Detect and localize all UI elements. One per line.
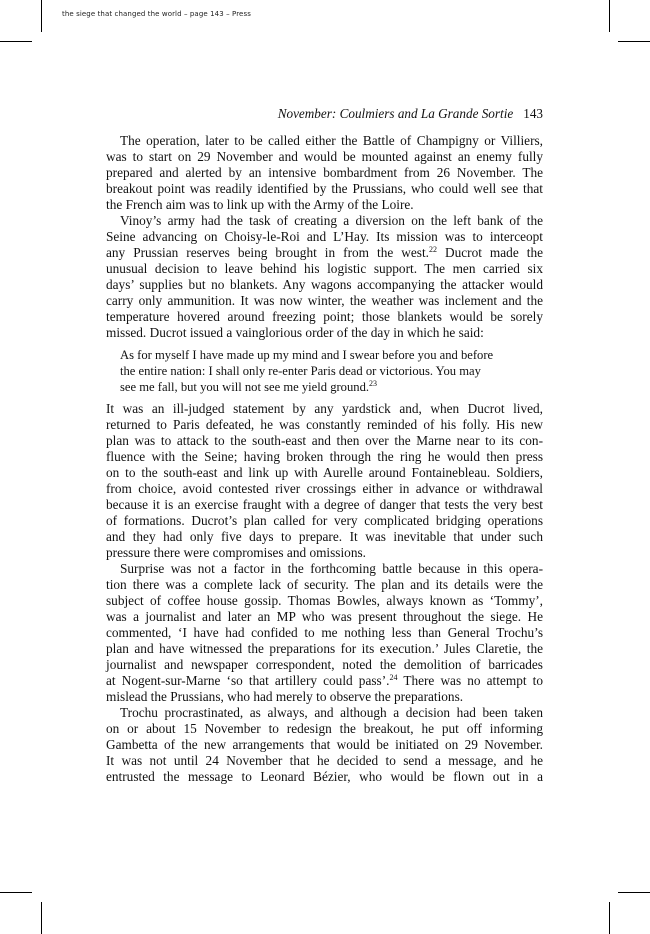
text-line: Trochu procrastinated, as always, and although a decision had been taken [120, 705, 543, 720]
text-line: journalist and newspaper correspondent, noted the demolition of barricades [106, 657, 543, 672]
crop-mark [609, 0, 610, 32]
text-line: from choice, avoid contested river crossings either in advance or withdrawal [106, 481, 543, 496]
text-line: Surprise was not a factor in the forthcoming battle because in this opera- [120, 561, 543, 576]
text-line: of formations. Ducrot’s plan called for very complicated bridging operations [106, 513, 543, 528]
text-line: the French aim was to link up with the Army of the Loire. [106, 197, 414, 212]
text-line: plan and have witnessed the preparations for its execution.’ Jules Claretie, the [106, 641, 543, 656]
text-line: carry only ammunition. It was now winter, the weather was inclement and the [106, 293, 543, 308]
page-number: 143 [523, 106, 543, 121]
text-line: Seine advancing on Choisy-le-Roi and L’Hay. Its mission was to interceopt [106, 229, 543, 244]
crop-mark [618, 892, 650, 893]
running-head [106, 105, 543, 123]
text-line: was a journalist and later an MP who was present throughout the siege. He [106, 609, 543, 624]
text-line: fluence with the Seine; having broken through the ring he would then press [106, 449, 543, 464]
text-line: temperature hovered around freezing point; those blankets would be sorely [106, 309, 543, 324]
text-line: days’ supplies but no blankets. Any wagons accompanying the attacker would [106, 277, 543, 292]
quote-line: the entire nation: I shall only re-enter Paris dead or victorious. You may [120, 364, 481, 378]
text-line: plan was to attack to the south-east and then over the Marne near to its con- [106, 433, 543, 448]
crop-mark [41, 0, 42, 32]
text-line: It was an ill-judged statement by any yardstick and, when Ducrot lived, [106, 401, 543, 416]
text-run: see me fall, but you will not see me yield ground. [120, 380, 370, 394]
crop-mark [41, 902, 42, 934]
text-line: Gambetta of the new arrangements that would be initiated on 29 November. [106, 737, 543, 752]
block-quote [120, 347, 543, 395]
text-line [106, 245, 543, 261]
text-line: mislead the Prussians, who had merely to observe the preparations. [106, 689, 464, 704]
text-line: unusual decision to leave behind his logistic support. The men carried six [106, 261, 543, 276]
text-line: was to start on 29 November and would be mounted against an enemy fully [106, 149, 543, 164]
text-line: on or about 15 November to redesign the breakout, he put off informing [106, 721, 543, 736]
crop-mark [609, 902, 610, 934]
text-line: subject of coffee house gossip. Thomas Bowles, always known as ‘Tommy’, [106, 593, 543, 608]
text-line: commented, ‘I have had confided to me nothing less than General Trochu’s [106, 625, 543, 640]
footnote-ref: 23 [369, 379, 378, 388]
text-run: at Nogent-sur-Marne ‘so that artillery could pass’. [106, 673, 390, 688]
text-line: because it is an exercise fraught with a degree of danger that tests the very best [106, 497, 543, 512]
text-line: missed. Ducrot issued a vainglorious order of the day in which he said: [106, 325, 484, 340]
printer-slug: the siege that changed the world – page 143 – Press [62, 10, 251, 18]
quote-line: As for myself I have made up my mind and I swear before you and before [120, 348, 494, 362]
footnote-ref: 24 [389, 673, 398, 682]
text-line: It was not until 24 November that he decided to send a message, and he [106, 753, 543, 768]
body-text [106, 133, 543, 785]
text-line: and they had only five days to prepare. It was inevitable that under such [106, 529, 543, 544]
chapter-title: November: Coulmiers and La Grande Sortie [277, 106, 514, 121]
footnote-ref: 22 [428, 245, 437, 254]
book-page [106, 105, 543, 785]
text-run: any Prussian reserves being brought in from the west. [106, 245, 429, 260]
text-line: entrusted the message to Leonard Bézier, who would be flown out in a [106, 769, 543, 784]
text-line: pressure there were compromises and omissions. [106, 545, 366, 560]
text-line [106, 673, 543, 689]
text-line: on to the south-east and link up with Aurelle around Fontainebleau. Soldiers, [106, 465, 543, 480]
text-line: The operation, later to be called either the Battle of Champigny or Villiers, [120, 133, 543, 148]
text-line: prepared and alerted by an intensive bombardment from 26 November. The [106, 165, 543, 180]
text-line: Vinoy’s army had the task of creating a diversion on the left bank of the [120, 213, 543, 228]
text-line: tion there was a complete lack of security. The plan and its details were the [106, 577, 543, 592]
crop-mark [0, 41, 32, 42]
quote-line [120, 379, 543, 395]
text-line: breakout point was readily identified by the Prussians, who could well see that [106, 181, 543, 196]
text-run: There was no attempt to [397, 673, 543, 688]
crop-mark [618, 41, 650, 42]
text-line: returned to Paris defeated, he was constantly reminded of his folly. His new [106, 417, 543, 432]
text-run: Ducrot made the [436, 245, 543, 260]
crop-mark [0, 892, 32, 893]
